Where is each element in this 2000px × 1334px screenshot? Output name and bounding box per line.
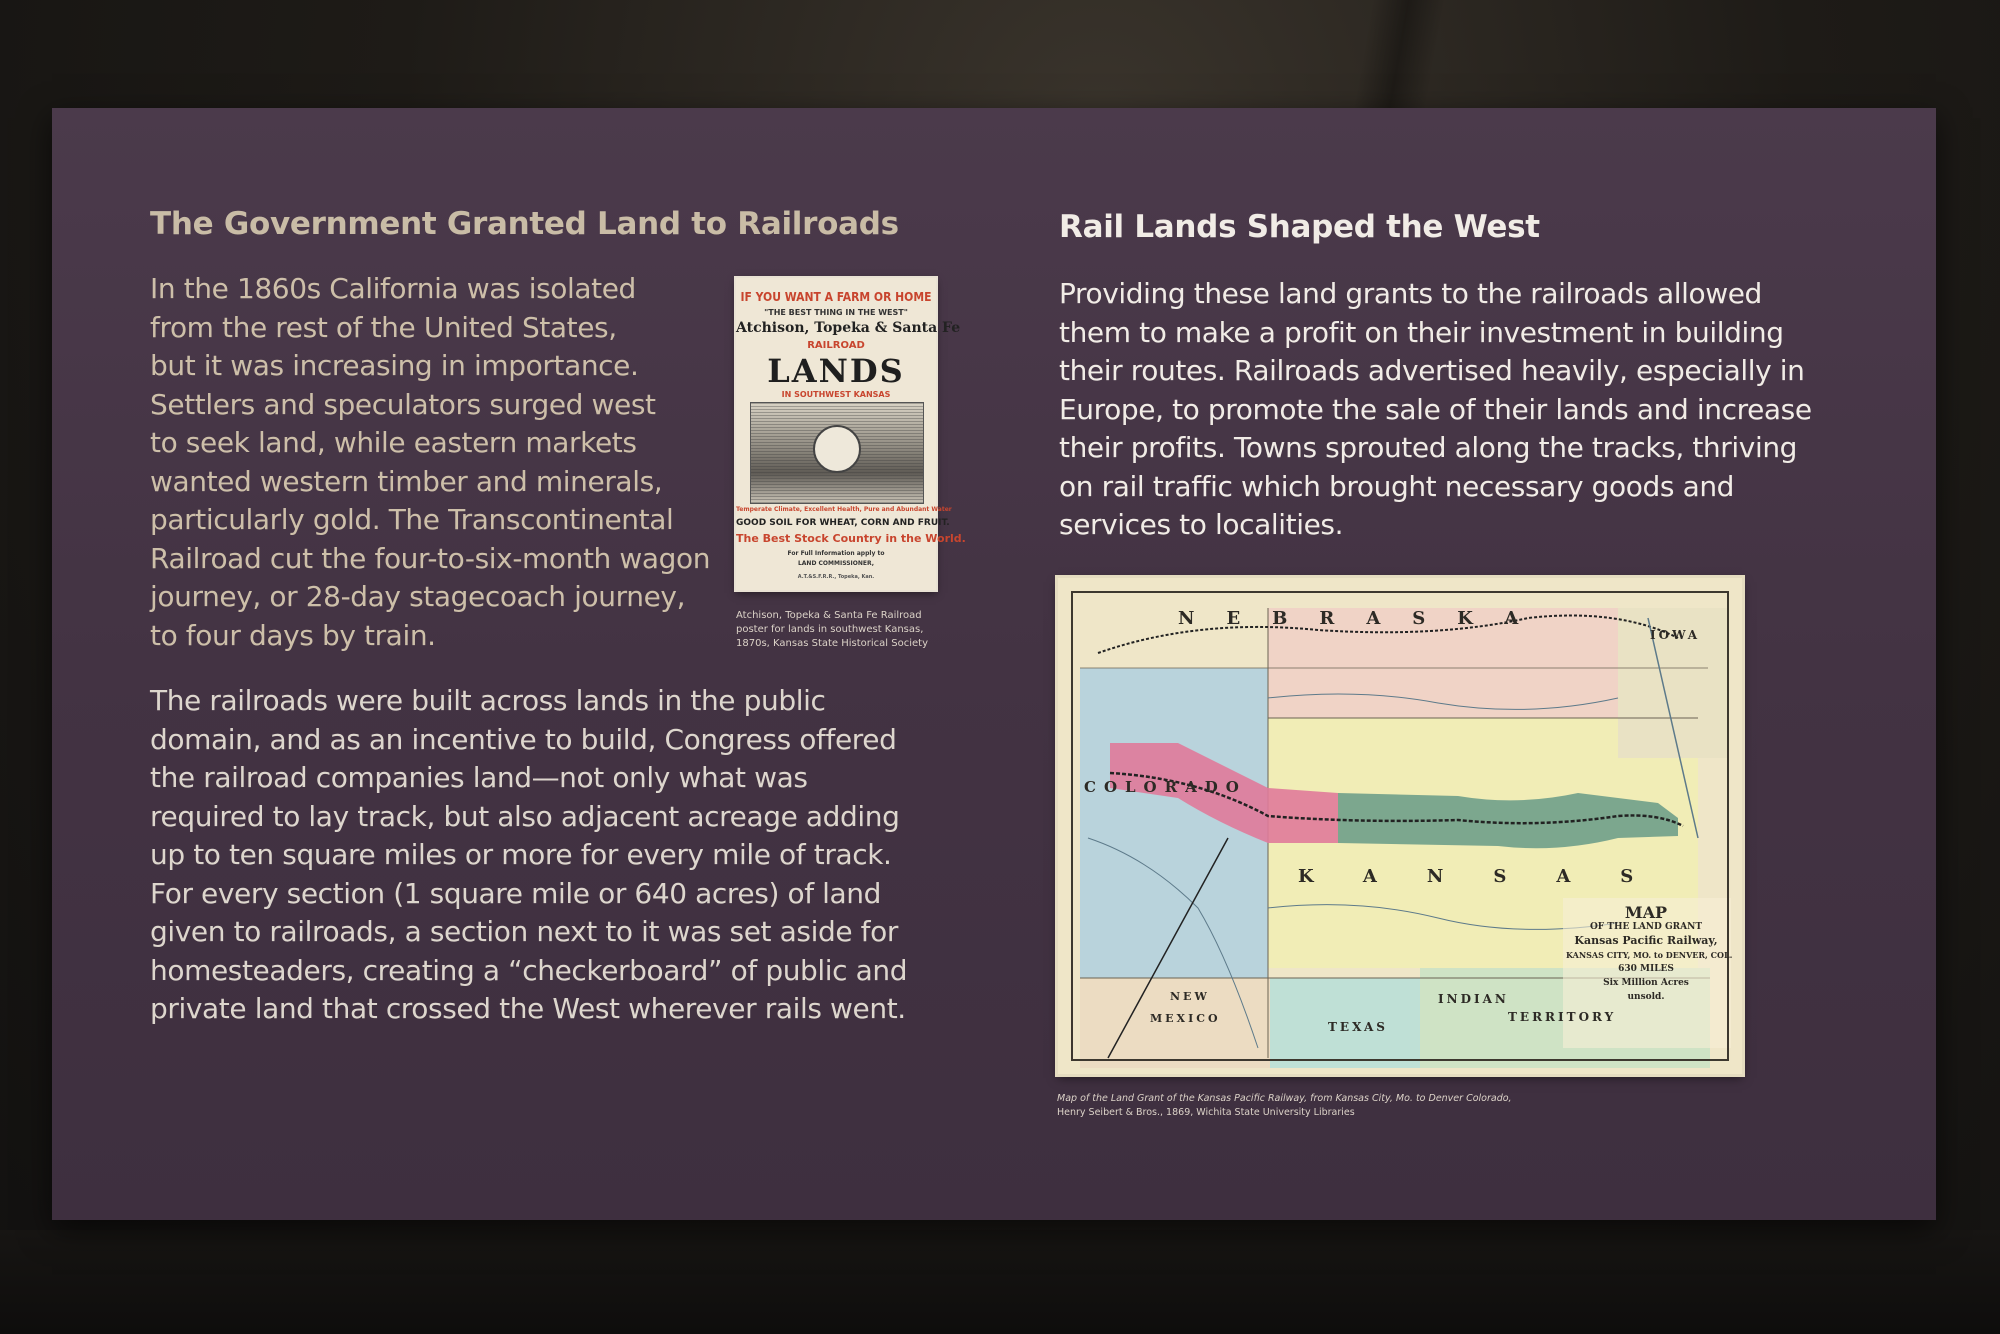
text-line: but it was increasing in importance. [150,349,639,382]
poster-text: RAILROAD [807,340,865,351]
text-line: their routes. Railroads advertised heavily, especially in [1059,354,1805,387]
railroad-poster-image [736,278,966,590]
text-line: them to make a profit on their investment in building [1059,315,1784,349]
poster-text: For Full Information apply to [787,550,885,557]
text-line: homesteaders, creating a “checkerboard” of public and [150,953,908,987]
map-title [1566,903,1733,1004]
poster-text: Temperate Climate, Excellent Health, Pure and Abundant Water [736,506,952,513]
map-title-line: MAP [1624,903,1668,922]
text-line: from the rest of the United States, [150,310,617,344]
text-line: In the 1860s California was isolated [150,272,636,305]
map-label-texas: TEXAS [1328,1020,1388,1034]
left-heading: The Government Granted Land to Railroads [150,206,899,242]
map-label-territory: TERRITORY [1508,1010,1617,1024]
map-title-line: Kansas Pacific Railway, [1574,934,1718,947]
text-line: given to railroads, a section next to it was set aside for [150,915,898,948]
map-title-line: KANSAS CITY, MO. to DENVER, COL. [1566,950,1733,960]
poster-text: IN SOUTHWEST KANSAS [781,390,891,399]
poster-text: GOOD SOIL FOR WHEAT, CORN AND FRUIT. [736,518,950,528]
map-label-iowa: IOWA [1650,628,1701,642]
caption-line: Map of the Land Grant of the Kansas Pacific Railway, from Kansas City, Mo. to Denver Colorado, [1057,1093,1512,1104]
text-line: particularly gold. The Transcontinental [150,503,674,536]
land-grant-map [1058,578,1742,1074]
text-line: Europe, to promote the sale of their lands and increase [1059,392,1812,426]
text-line: on rail traffic which brought necessary goods and [1059,469,1735,503]
map-label-kansas: KANSAS [1298,866,1684,887]
floor [0,1230,2000,1334]
text-line: the railroad companies land—not only what was [150,761,808,794]
right-paragraph [1059,275,1812,545]
map-label-mexico: MEXICO [1150,1012,1221,1025]
caption-line: Atchison, Topeka & Santa Fe Railroad [736,610,922,621]
caption-line: poster for lands in southwest Kansas, [736,624,924,635]
caption-line: Henry Seibert & Bros., 1869, Wichita State University Libraries [1057,1107,1355,1118]
text-line: to seek land, while eastern markets [150,426,637,459]
text-line: up to ten square miles or more for every mile of track. [150,838,892,871]
map-title-line: OF THE LAND GRANT [1589,922,1703,932]
map-title-line: unsold. [1627,992,1665,1002]
poster-text: "THE BEST THING IN THE WEST" [764,308,908,317]
text-line: their profits. Towns sprouted along the tracks, thriving [1059,431,1798,464]
left-paragraph-1 [150,270,710,655]
map-label-new: NEW [1170,990,1210,1003]
right-heading: Rail Lands Shaped the West [1059,209,1540,245]
map-label-indian: INDIAN [1438,992,1509,1006]
text-line: domain, and as an incentive to build, Congress offered [150,722,897,756]
poster-seal [813,425,861,473]
text-line: Providing these land grants to the railroads allowed [1059,277,1762,310]
text-line: For every section (1 square mile or 640 acres) of land [150,876,882,910]
map-caption [1057,1092,1512,1120]
text-line: journey, or 28-day stagecoach journey, [150,580,686,613]
text-line: Settlers and speculators surged west [150,387,656,421]
map-title-line: Six Million Acres [1603,978,1689,988]
poster-text: The Best Stock Country in the World. [736,532,966,545]
poster-text: IF YOU WANT A FARM OR HOME [740,290,932,304]
text-line: The railroads were built across lands in the public [150,684,826,717]
text-line: to four days by train. [150,618,436,652]
map-title-line: 630 MILES [1618,964,1674,974]
poster-text: Atchison, Topeka & Santa Fe [736,320,961,336]
text-line: required to lay track, but also adjacent acreage adding [150,799,900,833]
poster-text: A.T.&S.F.R.R., Topeka, Kan. [797,574,875,580]
poster-engraving [750,402,924,504]
map-label-nebraska: NEBRASKA [1178,608,1551,629]
poster-text: LAND COMMISSIONER, [797,560,875,567]
poster-caption [736,609,928,651]
wall-shadow [1300,0,1460,120]
left-paragraph-2 [150,682,907,1029]
caption-line: 1870s, Kansas State Historical Society [736,638,928,649]
map-label-colorado: COLORADO [1084,778,1247,796]
text-line: wanted western timber and minerals, [150,464,663,498]
text-line: services to localities. [1059,508,1344,541]
text-line: private land that crossed the West wherever rails went. [150,992,906,1025]
poster-text: LANDS [767,352,905,390]
text-line: Railroad cut the four-to-six-month wagon [150,541,711,575]
